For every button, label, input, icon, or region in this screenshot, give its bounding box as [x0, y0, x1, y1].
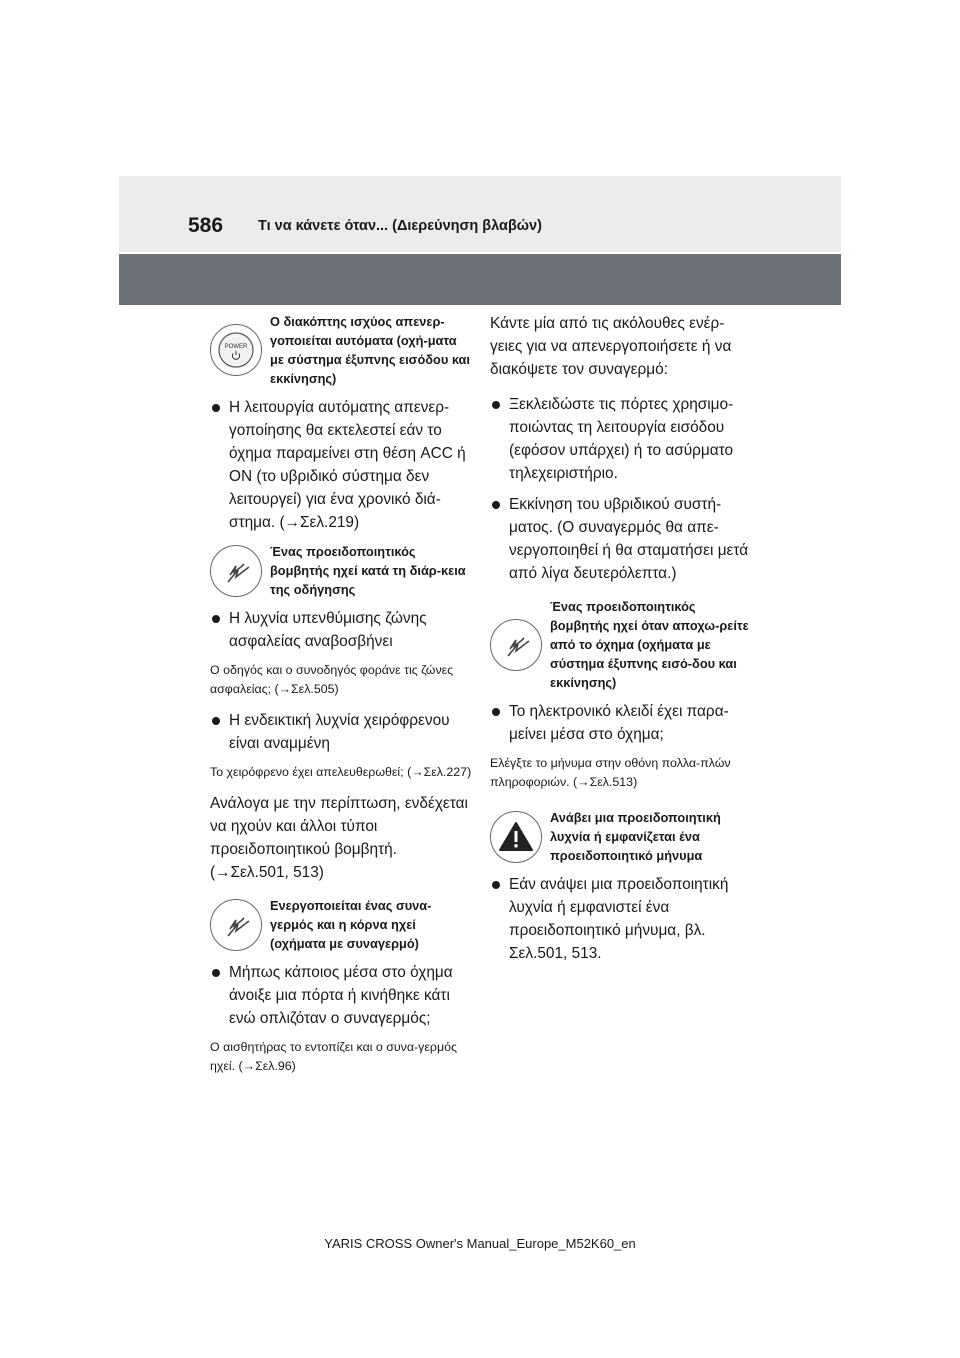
list-item: Μήπως κάποιος μέσα στο όχημα άνοιξε μια πόρτα ή κινήθηκε κάτι ενώ οπλιζόταν ο συναγερμός;	[210, 961, 472, 1030]
right-column	[490, 312, 752, 973]
note-text: Ελέγξτε το μήνυμα στην οθόνη πολλα-πλών πληροφοριών. (→Σελ.513)	[490, 756, 731, 789]
note-text: Ο αισθητήρας το εντοπίζει και ο συνα-γερμός ηχεί. (→Σελ.96)	[210, 1040, 457, 1073]
section-title: Τι να κάνετε όταν... (Διερεύνηση βλαβών)	[258, 218, 542, 234]
alarm-caption: Ενεργοποιείται ένας συνα-γερμός και η κόρνα ηχεί (οχήματα με συναγερμό)	[270, 898, 432, 951]
buzzer-icon	[490, 619, 542, 671]
alarm-heading	[210, 896, 472, 953]
warning-light-caption: Ανάβει μια προειδοποιητική λυχνία ή εμφανίζεται ένα προειδοποιητικό μήνυμα	[550, 810, 721, 863]
list-item: Ξεκλειδώστε τις πόρτες χρησιμο-ποιώντας τη λειτουργία εισόδου (εφόσον υπάρχει) ή το ασύρματο τηλεχειριστήριο.	[490, 393, 752, 485]
buzzer-icon	[210, 899, 262, 951]
buzzer-icon	[210, 545, 262, 597]
footer-text: YARIS CROSS Owner's Manual_Europe_M52K60_en	[324, 1236, 636, 1251]
paragraph: Κάντε μία από τις ακόλουθες ενέρ-γειες για να απενεργοποιήσετε ή να διακόψετε τον συναγερμό:	[490, 315, 732, 378]
svg-text:POWER: POWER	[224, 344, 248, 350]
bullet-icon	[492, 881, 500, 889]
note-text: Το χειρόφρενο έχει απελευθερωθεί; (→Σελ.227)	[210, 765, 472, 779]
bullet-icon	[212, 615, 220, 623]
warning-icon	[490, 811, 542, 863]
buzzer-exit-caption: Ένας προειδοποιητικός βομβητής ηχεί όταν αποχω-ρείτε από το όχημα (οχήματα με σύστημα έξυπνης εισό-δου και εκκίνησης)	[550, 599, 749, 690]
list-item: Εκκίνηση του υβριδικού συστή-ματος. (Ο συναγερμός θα απε-νεργοποιηθεί ή θα σταματήσει μετά από λίγα δευτερόλεπτα.)	[490, 493, 752, 585]
list-item: Η λυχνία υπενθύμισης ζώνης ασφαλείας αναβοσβήνει	[210, 607, 472, 653]
bullet-icon	[492, 501, 500, 509]
bullet-icon	[492, 401, 500, 409]
list-item: Εάν ανάψει μια προειδοποιητική λυχνία ή εμφανιστεί ένα προειδοποιητικό μήνυμα, βλ. Σελ.501, 513.	[490, 873, 752, 965]
note-text: Ο οδηγός και ο συνοδηγός φοράνε τις ζώνες ασφαλείας; (→Σελ.505)	[210, 663, 454, 696]
buzzer-driving-heading	[210, 542, 472, 599]
power-switch-caption: Ο διακόπτης ισχύος απενερ-γοποιείται αυτόματα (οχή-ματα με σύστημα έξυπνης εισόδου και εκκίνησης)	[270, 314, 470, 386]
power-button-icon	[210, 324, 262, 376]
bullet-icon	[212, 404, 220, 412]
buzzer-exit-heading	[490, 597, 752, 692]
list-item: Το ηλεκτρονικό κλειδί έχει παρα-μείνει μέσα στο όχημα;	[490, 700, 752, 746]
left-column	[210, 312, 472, 1086]
header-bar	[119, 176, 841, 252]
page-number: 586	[188, 214, 224, 237]
power-switch-heading	[210, 312, 472, 388]
bullet-icon	[492, 708, 500, 716]
paragraph: Ανάλογα με την περίπτωση, ενδέχεται να ηχούν και άλλοι τύποι προειδοποιητικού βομβητή. (→Σελ.501, 513)	[210, 795, 468, 881]
list-item: Η λειτουργία αυτόματης απενερ-γοποίησης θα εκτελεστεί εάν το όχημα παραμείνει στη θέση ACC ή ON (το υβριδικό σύστημα δεν λειτουργεί) για ένα χρονικό διά-στημα. (→Σελ.219)	[210, 396, 472, 534]
list-item: Η ενδεικτική λυχνία χειρόφρενου είναι αναμμένη	[210, 709, 472, 755]
section-bar	[119, 254, 841, 305]
bullet-icon	[212, 969, 220, 977]
buzzer-driving-caption: Ένας προειδοποιητικός βομβητής ηχεί κατά τη διάρ-κεια της οδήγησης	[270, 544, 466, 597]
warning-light-heading	[490, 808, 752, 865]
bullet-icon	[212, 717, 220, 725]
